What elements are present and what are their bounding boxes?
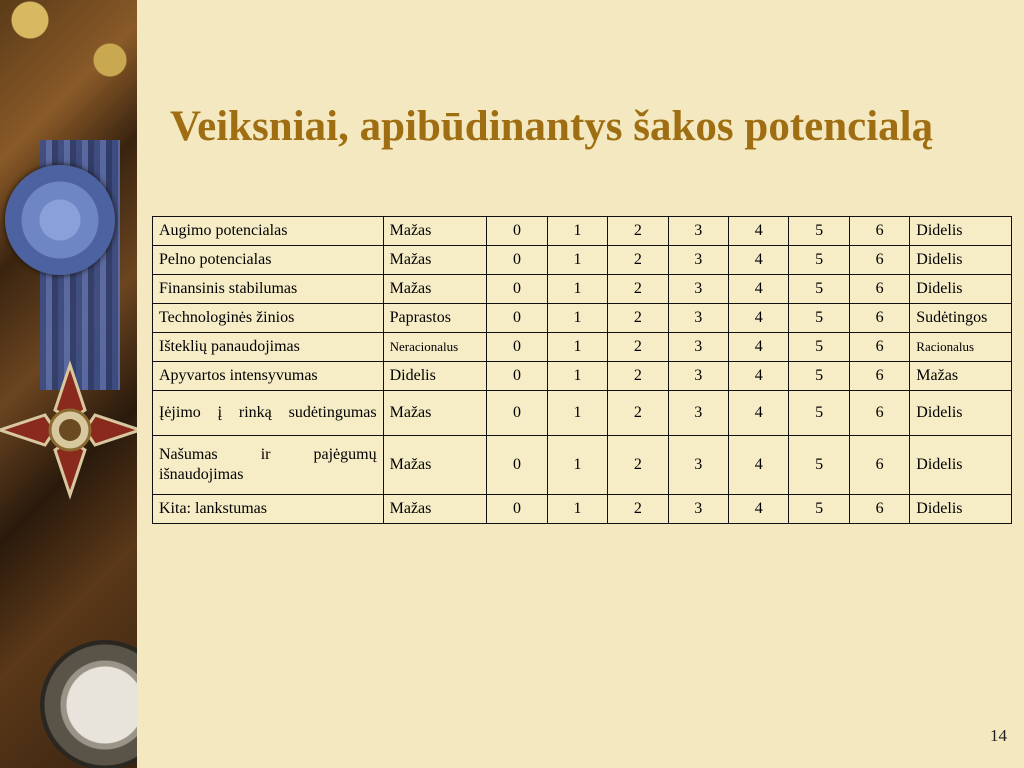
scale-value: 0 bbox=[487, 495, 547, 524]
scale-value: 3 bbox=[668, 495, 728, 524]
scale-value: 2 bbox=[608, 275, 668, 304]
table-row bbox=[153, 275, 1012, 304]
scale-value: 1 bbox=[547, 217, 607, 246]
scale-value: 0 bbox=[487, 333, 547, 362]
low-label: Mažas bbox=[383, 275, 487, 304]
scale-value: 3 bbox=[668, 304, 728, 333]
scale-value: 3 bbox=[668, 275, 728, 304]
scale-value: 2 bbox=[608, 246, 668, 275]
scale-value: 4 bbox=[729, 391, 789, 436]
scale-value: 6 bbox=[849, 275, 909, 304]
high-label: Racionalus bbox=[910, 333, 1012, 362]
scale-value: 0 bbox=[487, 275, 547, 304]
high-label: Didelis bbox=[910, 246, 1012, 275]
scale-value: 3 bbox=[668, 436, 728, 495]
scale-value: 6 bbox=[849, 391, 909, 436]
slide-title: Veiksniai, apibūdinantys šakos potencialą bbox=[170, 103, 934, 150]
low-label: Mažas bbox=[383, 246, 487, 275]
factor-name: Kita: lankstumas bbox=[153, 495, 384, 524]
factor-name: Išteklių panaudojimas bbox=[153, 333, 384, 362]
scale-value: 5 bbox=[789, 275, 849, 304]
scale-value: 2 bbox=[608, 333, 668, 362]
table-row bbox=[153, 391, 1012, 436]
scale-value: 6 bbox=[849, 436, 909, 495]
scale-value: 5 bbox=[789, 495, 849, 524]
scale-value: 3 bbox=[668, 391, 728, 436]
low-label: Didelis bbox=[383, 362, 487, 391]
high-label: Mažas bbox=[910, 362, 1012, 391]
high-label: Didelis bbox=[910, 275, 1012, 304]
scale-value: 3 bbox=[668, 333, 728, 362]
medal-cross-icon bbox=[0, 355, 137, 505]
scale-value: 2 bbox=[608, 495, 668, 524]
scale-value: 3 bbox=[668, 362, 728, 391]
scale-value: 3 bbox=[668, 217, 728, 246]
low-label: Mažas bbox=[383, 217, 487, 246]
factor-name: Našumas ir pajėgumų išnaudojimas bbox=[153, 436, 384, 495]
scale-value: 5 bbox=[789, 304, 849, 333]
scale-value: 4 bbox=[729, 304, 789, 333]
scale-value: 0 bbox=[487, 246, 547, 275]
scale-value: 2 bbox=[608, 304, 668, 333]
factor-name: Apyvartos intensyvumas bbox=[153, 362, 384, 391]
low-label: Mažas bbox=[383, 436, 487, 495]
high-label: Sudėtingos bbox=[910, 304, 1012, 333]
table-row bbox=[153, 217, 1012, 246]
scale-value: 1 bbox=[547, 362, 607, 391]
factor-name: Technologinės žinios bbox=[153, 304, 384, 333]
factor-name: Įėjimo į rinką sudėtingumas bbox=[153, 391, 384, 436]
scale-value: 6 bbox=[849, 304, 909, 333]
scale-value: 2 bbox=[608, 436, 668, 495]
industry-factors-table bbox=[152, 216, 1012, 524]
scale-value: 6 bbox=[849, 362, 909, 391]
scale-value: 0 bbox=[487, 304, 547, 333]
table-row bbox=[153, 246, 1012, 275]
scale-value: 1 bbox=[547, 246, 607, 275]
scale-value: 1 bbox=[547, 391, 607, 436]
scale-value: 5 bbox=[789, 362, 849, 391]
scale-value: 1 bbox=[547, 304, 607, 333]
factor-name: Finansinis stabilumas bbox=[153, 275, 384, 304]
ribbon-rosette bbox=[5, 165, 115, 275]
high-label: Didelis bbox=[910, 391, 1012, 436]
scale-value: 4 bbox=[729, 495, 789, 524]
factor-name: Pelno potencialas bbox=[153, 246, 384, 275]
scale-value: 4 bbox=[729, 246, 789, 275]
scale-value: 3 bbox=[668, 246, 728, 275]
table-row bbox=[153, 362, 1012, 391]
scale-value: 6 bbox=[849, 217, 909, 246]
scale-value: 5 bbox=[789, 391, 849, 436]
table-row bbox=[153, 304, 1012, 333]
scale-value: 1 bbox=[547, 436, 607, 495]
scale-value: 5 bbox=[789, 436, 849, 495]
scale-value: 6 bbox=[849, 246, 909, 275]
scale-value: 0 bbox=[487, 362, 547, 391]
table-row bbox=[153, 495, 1012, 524]
scale-value: 6 bbox=[849, 495, 909, 524]
scale-value: 5 bbox=[789, 333, 849, 362]
scale-value: 4 bbox=[729, 362, 789, 391]
scale-value: 1 bbox=[547, 495, 607, 524]
high-label: Didelis bbox=[910, 217, 1012, 246]
scale-value: 1 bbox=[547, 275, 607, 304]
scale-value: 0 bbox=[487, 217, 547, 246]
scale-value: 4 bbox=[729, 333, 789, 362]
scale-value: 6 bbox=[849, 333, 909, 362]
scale-value: 0 bbox=[487, 436, 547, 495]
scale-value: 1 bbox=[547, 333, 607, 362]
low-label: Mažas bbox=[383, 495, 487, 524]
scale-value: 0 bbox=[487, 391, 547, 436]
scale-value: 4 bbox=[729, 275, 789, 304]
scale-value: 2 bbox=[608, 217, 668, 246]
page-number: 14 bbox=[990, 726, 1007, 745]
scale-value: 2 bbox=[608, 391, 668, 436]
decorative-medal-image bbox=[0, 0, 137, 768]
high-label: Didelis bbox=[910, 495, 1012, 524]
table-row bbox=[153, 333, 1012, 362]
high-label: Didelis bbox=[910, 436, 1012, 495]
table-row bbox=[153, 436, 1012, 495]
factor-name: Augimo potencialas bbox=[153, 217, 384, 246]
scale-value: 5 bbox=[789, 217, 849, 246]
compass-icon bbox=[40, 640, 137, 768]
low-label: Paprastos bbox=[383, 304, 487, 333]
low-label: Neracionalus bbox=[383, 333, 487, 362]
scale-value: 5 bbox=[789, 246, 849, 275]
scale-value: 4 bbox=[729, 217, 789, 246]
scale-value: 4 bbox=[729, 436, 789, 495]
scale-value: 2 bbox=[608, 362, 668, 391]
low-label: Mažas bbox=[383, 391, 487, 436]
